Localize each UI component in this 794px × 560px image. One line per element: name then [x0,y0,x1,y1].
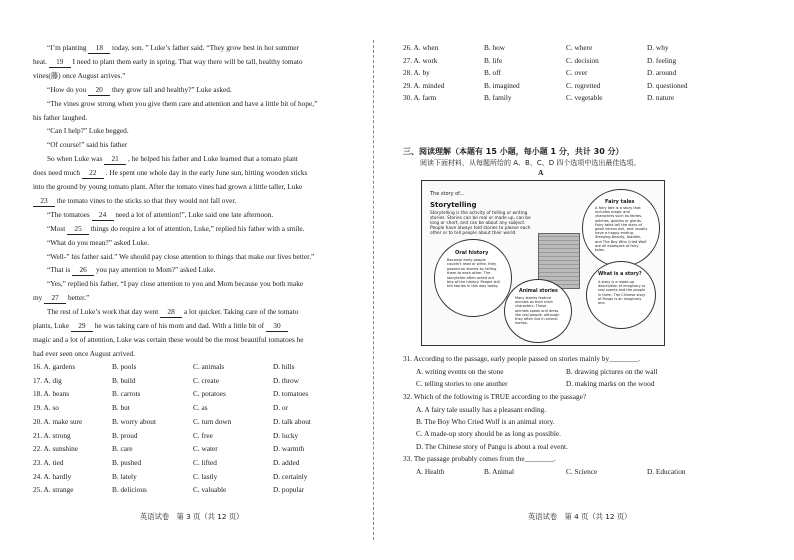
option-choice: 29. A. minded [403,80,445,90]
option-choice: D. why [647,43,669,52]
passage-text: they grow tall and healthy?” Luke asked. [110,84,232,94]
option-choice: B. lately [112,471,137,481]
option-choice: 18. A. beans [33,389,70,399]
option-choice: D. throw [273,375,299,385]
passage-text: better.” [66,293,90,303]
option-choice: D. or [273,403,288,413]
option-choice: D. certainly [273,471,308,481]
option-choice: C. lastly [193,471,218,481]
passage-text: So when Luke was [47,154,105,164]
answer-option[interactable]: C. A made-up story should be as long as possible. [416,429,561,439]
option-choice: D. feeling [647,55,677,65]
passage-line [33,71,125,81]
oral-title: Oral history [455,250,489,256]
passage-text: “Can I help?” Luke begged. [47,126,129,136]
passage-text: “I’m planting [47,43,89,52]
fairy-title: Fairy tales [605,199,635,205]
passage-line [33,293,89,304]
passage-line [47,99,317,109]
myth-title: What is a story? [598,272,642,277]
passage-text: the tomato vines to the sticks so that they would not fall over. [55,195,237,205]
answer-blank: 18 [88,43,110,54]
option-choice: D. added [273,457,300,467]
passage-line [47,154,298,165]
passage-line [33,196,236,207]
oral-history-circle [434,239,512,317]
passage-line [33,335,304,345]
answer-option[interactable]: D. making marks on the wood [566,379,655,389]
option-choice: C. lifted [193,457,217,467]
passage-text: things do require a lot of attention, Luke,” replied his father with a smile. [89,223,305,233]
passage-text: into the ground by young tomato plant. After the tomato vines had grown a little taller, Luke [33,182,303,191]
passage-line [33,349,135,359]
fairy-text: A fairy tale is a story that includes magic and characters such as fairies, witches, goblins or giants. Fairy tales tell the story of good versus evil, and usually have a happy ending. Sleeping Beauty, Aladdin, and The Boy Who Cried Wolf are all examples of fairy tales. [595,206,648,253]
passage-text: “How do you [47,84,89,94]
passage-line [33,57,303,68]
passage-text: had ever seen once August arrived. [33,348,136,358]
passage-line [47,307,298,318]
passage-text: vines(藤) once August arrives.” [33,70,126,80]
answer-option[interactable]: C. Science [566,466,598,476]
option-choice: C. turn down [193,416,232,426]
figure-story-of: The story of... [430,191,465,197]
option-choice: D. popular [273,485,305,495]
option-choice: B. care [112,444,133,454]
myth-text: A story is a made-up description of imaginary or real events and the people in them. The Chinese story of Pangu is an imaginary one. [598,280,646,306]
passage-text: The rest of Luke’s work that day went [47,307,161,317]
page-divider [373,40,374,540]
answer-blank: 21 [104,154,126,165]
passage-line [47,279,303,289]
answer-blank: 24 [92,210,114,221]
answer-option[interactable]: A. writing events on the stone [416,367,504,376]
option-choice: D. tomatoes [273,389,309,399]
answer-blank: 25 [67,224,89,235]
option-choice: C. valuable [193,485,227,495]
passage-text: my [33,293,45,303]
option-choice: B. how [484,43,506,52]
option-choice: C. as [193,403,208,413]
option-choice: C. water [193,444,218,454]
answer-option[interactable]: D. Education [647,466,686,476]
animal-text: Many stories feature animals as their main characters. These animals speak and dress like real people, although they often live in animal homes. [515,296,560,326]
oral-text: Because early people couldn’t read or write, they passed on stories by telling them to each other. The storyteller often acted out bits of the history. People still tell stories in this way today. [447,258,500,289]
answer-blank: 28 [160,307,182,318]
answer-blank: 19 [49,57,71,68]
option-choice: B. proud [112,430,138,440]
option-choice: B. family [484,93,512,102]
option-choice: 24. A. hardly [33,471,72,481]
passage-line [33,113,87,123]
option-choice: C. vegetable [566,93,603,102]
option-choice: 23. A. tied [33,457,64,467]
passage-label: A [538,168,544,177]
passage-line [47,140,127,150]
option-choice: C. create [193,375,219,385]
option-choice: 21. A. strong [33,430,71,440]
passage-text: need a lot of attention!”, Luke said one late afternoon. [113,209,274,219]
section-title: 三、阅读理解（本题有 15 小题，每小题 1 分，共计 30 分） [403,147,624,156]
passage-line [47,224,304,235]
passage-text: . He spent one whole day in the early June sun, hitting wooden sticks [103,168,308,178]
passage-text: “What do you mean?” asked Luke. [47,237,150,247]
answer-blank: 23 [33,196,55,207]
answer-blank: 27 [44,293,66,304]
answer-option[interactable]: D. The Chinese story of Pangu is about a real event. [416,441,568,451]
animal-stories-circle [504,279,572,343]
option-choice: C. over [566,68,588,77]
passage-line [47,210,273,221]
option-choice: 16. A. gardens [33,362,76,371]
option-choice: D. lucky [273,430,299,440]
passage-text: you pay attention to Mom?” asked Luke. [94,265,216,275]
passage-line [47,252,314,262]
answer-option[interactable]: A. Health [416,466,445,476]
what-is-story-circle [586,261,656,329]
passage-line [47,126,129,136]
animal-title: Animal stories [519,289,558,294]
option-choice: B. build [112,375,136,385]
right-page-footer: 英语试卷 第 4 页（共 12 页） [528,512,632,521]
passage-text: plants, Luke [33,321,71,330]
option-choice: 30. A. farm [403,93,437,102]
passage-text: does need much [33,168,82,178]
question-stem: 31. According to the passage, early people passed on stories mainly by________. [403,354,641,363]
left-page-footer: 英语试卷 第 3 页（共 12 页） [140,512,244,521]
passage-text: he was taking care of his mom and dad. With a little bit of [92,321,266,330]
passage-text: I need to plant them early in spring. That way there will be tall, healthy tomato [70,56,303,66]
option-choice: 19. A. so [33,403,59,413]
passage-text: “The tomatoes [47,209,92,219]
answer-option[interactable]: B. drawing pictures on the wall [566,367,658,376]
option-choice: B. imagined [484,80,520,90]
answer-option[interactable]: B. The Boy Who Cried Wolf is an animal story. [416,416,555,426]
passage-line [47,265,215,276]
left-page [0,0,396,560]
answer-option[interactable]: C. telling stories to one another [416,379,508,389]
option-choice: D. talk about [273,416,311,426]
option-choice: 27. A. work [403,55,438,65]
passage-text: “Most [47,223,68,233]
option-choice: B. worry about [112,416,156,426]
option-choice: B. but [112,403,130,413]
question-stem: 33. The passage probably comes from the________. [403,453,556,463]
passage-text: magic and a lot of attention, Luke was certain these would be the most beautiful tomatoes he [33,334,304,344]
passage-text: a lot quicker. Taking care of the tomato [182,307,299,317]
option-choice: 17. A. dig [33,375,62,385]
option-choice: D. around [647,68,677,77]
option-choice: B. carrots [112,389,141,399]
option-choice: C. animals [193,362,225,371]
option-choice: C. regretted [566,80,601,90]
fairy-tales-circle [582,189,660,267]
option-choice: D. nature [647,93,675,102]
passage-line [33,182,302,192]
answer-blank: 22 [82,168,104,179]
passage-text: his father laughed. [33,112,88,122]
option-choice: 26. A. when [403,43,439,52]
option-choice: B. delicious [112,485,147,495]
answer-option[interactable]: B. Animal [484,466,514,476]
option-choice: D. warmth [273,444,305,454]
option-choice: B. pools [112,362,137,371]
option-choice: C. where [566,43,593,52]
option-choice: 28. A. by [403,68,430,77]
passage-text: “Yes,” replied his father, “I pay close attention to you and Mom because you both make [47,279,304,289]
storytelling-figure [421,180,665,346]
option-choice: C. free [193,430,213,440]
passage-text: , he helped his father and Luke learned that a tomato plant [126,154,298,164]
passage-line [33,168,307,179]
option-choice: D. questioned [647,80,688,90]
option-choice: C. potatoes [193,389,226,399]
passage-text: today, son. ” Luke’s father said. “They grow best in hot summer [110,43,299,52]
option-choice: D. hills [273,362,295,371]
option-choice: B. life [484,55,503,65]
option-choice: 22. A. sunshine [33,444,78,454]
option-choice: 25. A. strange [33,485,74,495]
passage-line [47,43,299,54]
question-stem: 32. Which of the following is TRUE according to the passage? [403,391,587,401]
answer-blank: 29 [71,321,93,332]
answer-blank: 26 [72,265,94,276]
instruction: 阅读下面材料，从每题所给的 A、B、C、D 四个选项中选出最佳选项。 [420,159,641,167]
option-choice: B. pushed [112,457,142,467]
option-choice: 20. A. make sure [33,416,83,426]
storytelling-text: Storytelling is the activity of telling or writing stories. Stories can be real or made up, can be long or short, and can be about any subject. People have always told stories to please each other or to tell people about their world. [430,211,531,236]
passage-line [33,321,288,332]
passage-text: “The vines grow strong when you give them care and attention and have a little bit of hope,” [47,98,318,108]
passage-text: “Well-” his father said.” We should pay close attention to things that make our lives better.” [47,251,315,261]
passage-line [47,85,232,96]
answer-blank: 30 [266,321,288,332]
option-choice: B. off [484,68,501,77]
answer-option[interactable]: A. A fairy tale usually has a pleasant ending. [416,404,547,414]
passage-text: “Of course!” said his father [47,140,128,150]
passage-text: “That is [47,265,73,275]
answer-blank: 20 [88,85,110,96]
option-choice: C. decision [566,55,599,65]
storytelling-title: Storytelling [430,201,477,209]
passage-line [47,238,149,248]
passage-text: heat. [33,56,49,66]
